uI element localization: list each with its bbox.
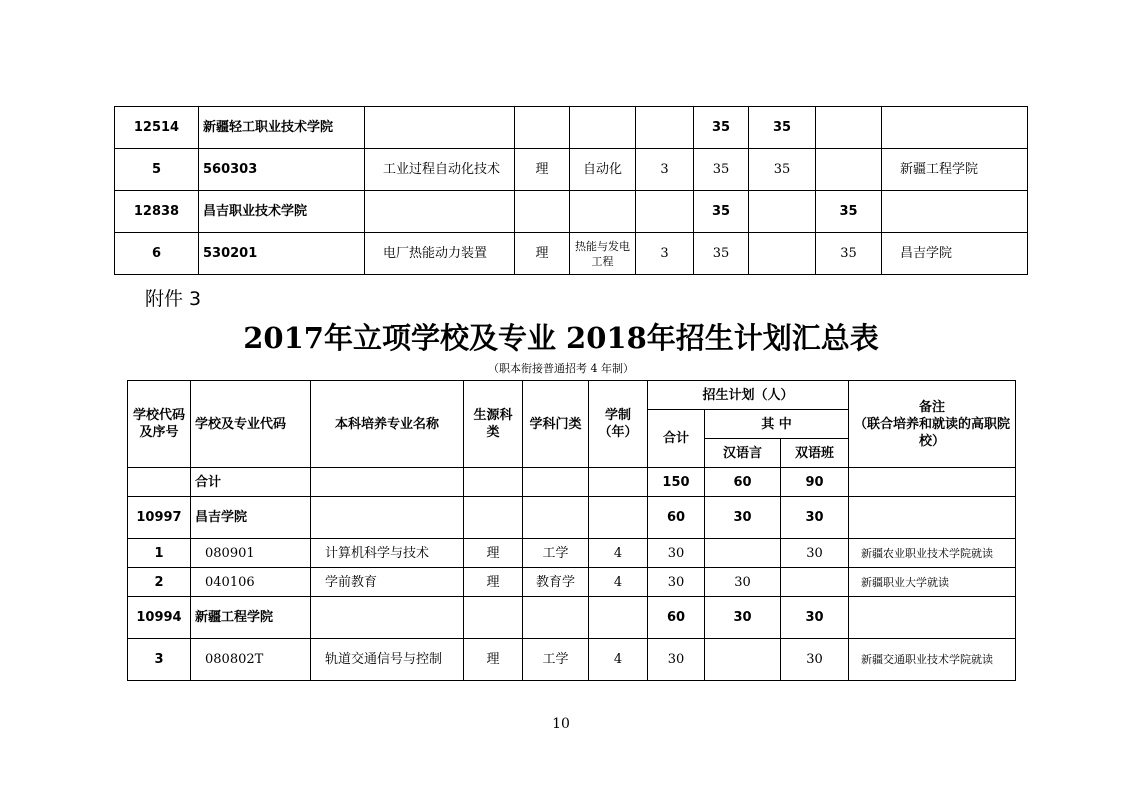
page-subtitle: （职本衔接普通招考 4 年制） bbox=[488, 362, 634, 375]
plan-bilingual: 30 bbox=[781, 497, 849, 539]
major-name: 学前教育 bbox=[311, 568, 464, 597]
duration: 3 bbox=[636, 149, 694, 191]
plan-bilingual: 30 bbox=[781, 639, 849, 681]
header-note bbox=[849, 381, 1016, 468]
header-note-sub: （联合培养和就读的高职院校） bbox=[854, 416, 1011, 449]
continuation-table bbox=[114, 106, 1028, 275]
duration: 4 bbox=[589, 568, 648, 597]
plan-bilingual: 30 bbox=[781, 539, 849, 568]
header-type: 生源科类 bbox=[464, 381, 523, 468]
row-number: 1 bbox=[128, 539, 191, 568]
major-name: 计算机科学与技术 bbox=[311, 539, 464, 568]
plan-han bbox=[749, 233, 816, 275]
page-title: 2017年立项学校及专业 2018年招生计划汇总表 bbox=[243, 321, 879, 355]
plan-han: 35 bbox=[749, 107, 816, 149]
major-name: 工业过程自动化技术 bbox=[365, 149, 515, 191]
school-code: 12514 bbox=[115, 107, 199, 149]
row-number: 5 bbox=[115, 149, 199, 191]
plan-bilingual bbox=[781, 568, 849, 597]
source-type: 理 bbox=[515, 149, 570, 191]
major-code: 560303 bbox=[199, 149, 365, 191]
header-code: 学校代码及序号 bbox=[128, 381, 191, 468]
note: 新疆农业职业技术学院就读 bbox=[849, 539, 1016, 568]
plan-total: 60 bbox=[648, 597, 705, 639]
major-code: 040106 bbox=[191, 568, 311, 597]
source-type: 理 bbox=[464, 568, 523, 597]
plan-total: 35 bbox=[694, 149, 749, 191]
discipline: 自动化 bbox=[570, 149, 636, 191]
row-number: 2 bbox=[128, 568, 191, 597]
table-row bbox=[115, 149, 1028, 191]
plan-total: 30 bbox=[648, 568, 705, 597]
table-row bbox=[128, 597, 1016, 639]
plan-han: 35 bbox=[749, 149, 816, 191]
school-code: 10997 bbox=[128, 497, 191, 539]
header-han: 汉语言 bbox=[705, 439, 781, 468]
plan-han: 30 bbox=[705, 597, 781, 639]
summary-row bbox=[128, 468, 1016, 497]
header-note-title: 备注 bbox=[919, 399, 946, 415]
plan-total: 35 bbox=[694, 233, 749, 275]
table-row bbox=[128, 497, 1016, 539]
header-plan: 招生计划（人） bbox=[648, 381, 849, 410]
plan-bilingual: 30 bbox=[781, 597, 849, 639]
major-name: 轨道交通信号与控制 bbox=[311, 639, 464, 681]
header-total: 合计 bbox=[648, 410, 705, 468]
duration: 3 bbox=[636, 233, 694, 275]
source-type: 理 bbox=[464, 539, 523, 568]
summary-bilingual: 90 bbox=[781, 468, 849, 497]
note: 昌吉学院 bbox=[882, 233, 1028, 275]
plan-han bbox=[705, 539, 781, 568]
source-type: 理 bbox=[464, 639, 523, 681]
table-row bbox=[115, 107, 1028, 149]
note: 新疆工程学院 bbox=[882, 149, 1028, 191]
plan-bilingual bbox=[816, 107, 882, 149]
annex-label: 附件 3 bbox=[145, 288, 202, 310]
discipline: 教育学 bbox=[523, 568, 589, 597]
school-name: 新疆轻工职业技术学院 bbox=[199, 107, 365, 149]
note: 新疆交通职业技术学院就读 bbox=[849, 639, 1016, 681]
duration: 4 bbox=[589, 539, 648, 568]
school-name: 新疆工程学院 bbox=[191, 597, 311, 639]
page-number: 10 bbox=[552, 716, 570, 732]
plan-total: 30 bbox=[648, 539, 705, 568]
summary-label: 合计 bbox=[191, 468, 311, 497]
major-name: 电厂热能动力装置 bbox=[365, 233, 515, 275]
table-row bbox=[115, 233, 1028, 275]
plan-han: 30 bbox=[705, 568, 781, 597]
school-code: 10994 bbox=[128, 597, 191, 639]
summary-han: 60 bbox=[705, 468, 781, 497]
discipline: 工学 bbox=[523, 639, 589, 681]
plan-bilingual bbox=[816, 149, 882, 191]
table-row bbox=[115, 191, 1028, 233]
plan-total: 35 bbox=[694, 107, 749, 149]
school-name: 昌吉职业技术学院 bbox=[199, 191, 365, 233]
school-code: 12838 bbox=[115, 191, 199, 233]
plan-han bbox=[749, 191, 816, 233]
header-school: 学校及专业代码 bbox=[191, 381, 311, 468]
discipline: 热能与发电工程 bbox=[570, 233, 636, 275]
plan-total: 60 bbox=[648, 497, 705, 539]
school-name: 昌吉学院 bbox=[191, 497, 311, 539]
source-type: 理 bbox=[515, 233, 570, 275]
table-row bbox=[128, 539, 1016, 568]
table-row bbox=[128, 639, 1016, 681]
plan-total: 30 bbox=[648, 639, 705, 681]
table-row bbox=[128, 568, 1016, 597]
plan-han: 30 bbox=[705, 497, 781, 539]
discipline: 工学 bbox=[523, 539, 589, 568]
plan-bilingual: 35 bbox=[816, 233, 882, 275]
plan-bilingual: 35 bbox=[816, 191, 882, 233]
plan-total: 35 bbox=[694, 191, 749, 233]
header-bilingual: 双语班 bbox=[781, 439, 849, 468]
row-number: 6 bbox=[115, 233, 199, 275]
enrollment-summary-table bbox=[127, 380, 1016, 681]
major-code: 080802T bbox=[191, 639, 311, 681]
header-among: 其 中 bbox=[705, 410, 849, 439]
plan-han bbox=[705, 639, 781, 681]
header-major: 本科培养专业名称 bbox=[311, 381, 464, 468]
note: 新疆职业大学就读 bbox=[849, 568, 1016, 597]
major-code: 080901 bbox=[191, 539, 311, 568]
row-number: 3 bbox=[128, 639, 191, 681]
header-category: 学科门类 bbox=[523, 381, 589, 468]
major-code: 530201 bbox=[199, 233, 365, 275]
summary-total: 150 bbox=[648, 468, 705, 497]
header-row bbox=[128, 381, 1016, 410]
header-years: 学制（年） bbox=[589, 381, 648, 468]
duration: 4 bbox=[589, 639, 648, 681]
